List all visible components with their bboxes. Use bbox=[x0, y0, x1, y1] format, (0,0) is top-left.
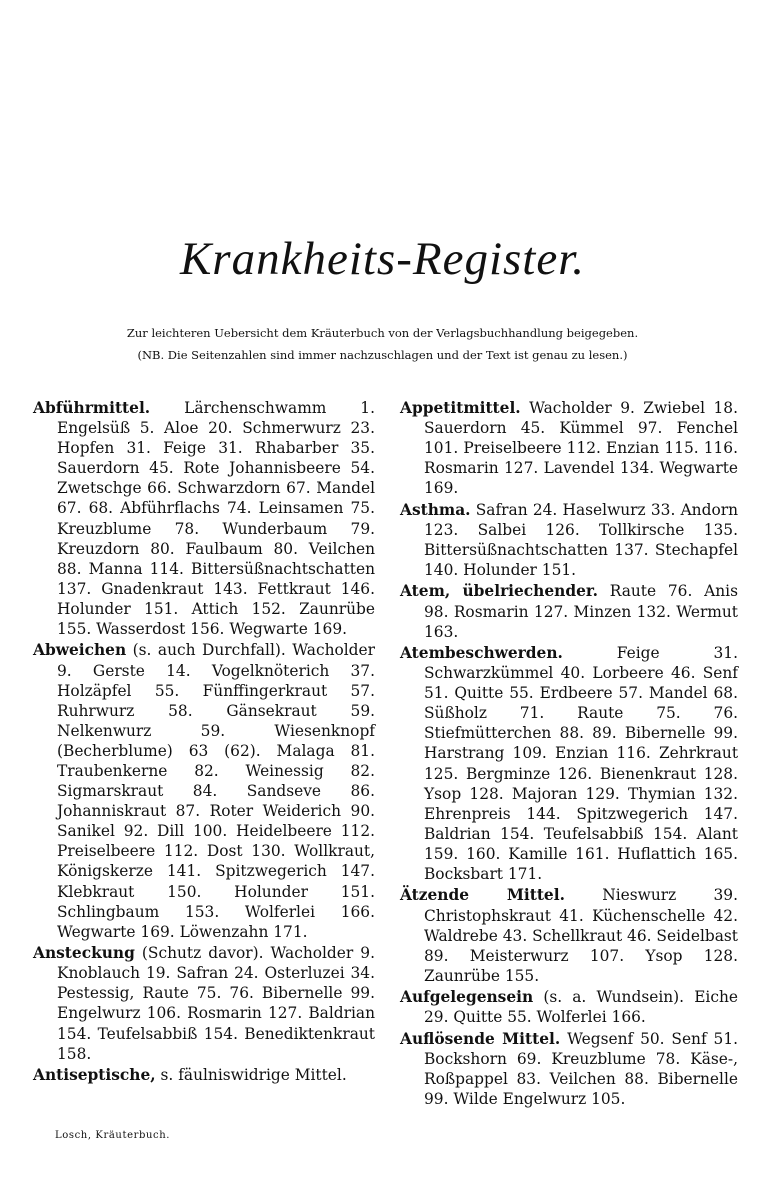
subtitle-nb: (NB. Die Seitenzahlen sind immer nachzuschlagen und der Text ist genau zu lesen.) bbox=[137, 348, 628, 362]
footer-signature: Losch, Kräuterbuch. bbox=[55, 1130, 171, 1141]
entry-term: Abführmittel. bbox=[33, 399, 151, 417]
entry-term: Atembeschwerden. bbox=[400, 644, 563, 663]
register-entry bbox=[400, 987, 738, 1027]
entry-text: Nieswurz 39. Christophskraut 41. Küchenschelle 42. Waldrebe 43. Schellkraut 46. Seidelbast 89. Meisterwurz 107. Ysop 128. Zaunrübe 155. bbox=[424, 886, 738, 985]
subtitle-note: Zur leichteren Uebersicht dem Kräuterbuch von der Verlagsbuchhandlung beigegeben. bbox=[126, 326, 639, 340]
page-title: Krankheits-Register. bbox=[179, 233, 586, 285]
register-entry bbox=[400, 398, 738, 498]
register-entry bbox=[33, 398, 375, 639]
register-entry bbox=[400, 581, 738, 641]
register-entry bbox=[400, 643, 738, 884]
register-entry bbox=[400, 885, 738, 985]
entry-text: Lärchenschwamm 1. Engelsüß 5. Aloe 20. Schmerwurz 23. Hopfen 31. Feige 31. Rhabarber 35. Sauerdorn 45. Rote Johannisbeere 54. Zwetschge 66. Schwarzdorn 67. Mandel 67. 68. Abführflachs 74. Leinsamen 75. Kreuzblume 78. Wunderbaum 79. Kreuzdorn 80. Faulbaum 80. Veilchen 88. Manna 114. Bittersüßnachtschatten 137. Gnadenkraut 143. Fettkraut 146. Holunder 151. Attich 152. Zaunrübe 155. Wasserdost 156. Wegwarte 169. bbox=[57, 399, 375, 639]
entry-text: Raute 76. Anis 98. Rosmarin 127. Minzen 132. Wermut 163. bbox=[424, 582, 738, 641]
entry-term: Appetitmittel. bbox=[400, 399, 521, 417]
entry-text: Wegsenf 50. Senf 51. Bockshorn 69. Kreuzblume 78. Käse-, Roßpappel 83. Veilchen 88. Bibernelle 99. Wilde Engelwurz 105. bbox=[424, 1029, 739, 1108]
entry-term: Asthma. bbox=[400, 500, 471, 519]
entry-term: Abweichen bbox=[33, 641, 127, 660]
register-entry bbox=[400, 1029, 738, 1109]
register-entry bbox=[33, 1065, 375, 1085]
entry-text: (s. a. Wundsein). Eiche 29. Quitte 55. Wolferlei 166. bbox=[424, 988, 738, 1027]
entry-term: Aufgelegensein bbox=[400, 988, 534, 1007]
entry-text: (s. auch Durchfall). Wacholder 9. Gerste 14. Vogelknöterich 37. Holzäpfel 55. Fünffingerkraut 57. Ruhrwurz 58. Gänsekraut 59. Nelkenwurz 59. Wiesenknopf (Becherblume) 63 (62). Malaga 81. Traubenkerne 82. Weinessig 82. Sigmarskraut 84. Sandseve 86. Johanniskraut 87. Roter Weiderich 90. Sanikel 92. Dill 100. Heidelbeere 112. Preiselbeere 112. Dost 130. Wollkraut, Königskerze 141. Spitzwegerich 147. Klebkraut 150. Holunder 151. Schlingbaum 153. Wolferlei 166. Wegwarte 169. Löwenzahn 171. bbox=[57, 641, 375, 941]
entry-text: (Schutz davor). Wacholder 9. Knoblauch 19. Safran 24. Osterluzei 34. Pestessig, Raute 75. 76. Bibernelle 99. Engelwurz 106. Rosmarin 127. Baldrian 154. Teufelsabbiß 154. Benediktenkraut 158. bbox=[57, 944, 375, 1063]
entry-term: Antiseptische, bbox=[33, 1065, 156, 1084]
register-entry bbox=[400, 500, 738, 580]
entry-term: Ansteckung bbox=[33, 944, 135, 963]
register-entry bbox=[33, 943, 375, 1064]
entry-text: Wacholder 9. Zwiebel 18. Sauerdorn 45. Kümmel 97. Fenchel 101. Preiselbeere 112. Enzian 115. 116. Rosmarin 127. Lavendel 134. Wegwarte 169. bbox=[424, 399, 738, 498]
right-column bbox=[400, 398, 738, 1110]
entry-text: s. fäulniswidrige Mittel. bbox=[155, 1065, 347, 1084]
left-column bbox=[33, 398, 375, 1086]
entry-term: Ätzende Mittel. bbox=[400, 886, 565, 905]
entry-text: Safran 24. Haselwurz 33. Andorn 123. Salbei 126. Tollkirsche 135. Bittersüßnachtschatten 137. Stechapfel 140. Holunder 151. bbox=[424, 500, 738, 580]
entry-term: Atem, übelriechender. bbox=[400, 582, 598, 601]
entry-term: Auflösende Mittel. bbox=[400, 1029, 561, 1048]
entry-text: Feige 31. Schwarzkümmel 40. Lorbeere 46. Senf 51. Quitte 55. Erdbeere 57. Mandel 68. Süßholz 71. Raute 75. 76. Stiefmütterchen 88. 89. Bibernelle 99. Harstrang 109. Enzian 116. Zehrkraut 125. Bergminze 126. Bienenkraut 128. Ysop 128. Majoran 129. Thymian 132. Ehrenpreis 144. Spitzwegerich 147. Baldrian 154. Teufelsabbiß 154. Alant 159. 160. Kamille 161. Huflattich 165. Bocksbart 171. bbox=[424, 644, 738, 884]
register-entry bbox=[33, 640, 375, 941]
